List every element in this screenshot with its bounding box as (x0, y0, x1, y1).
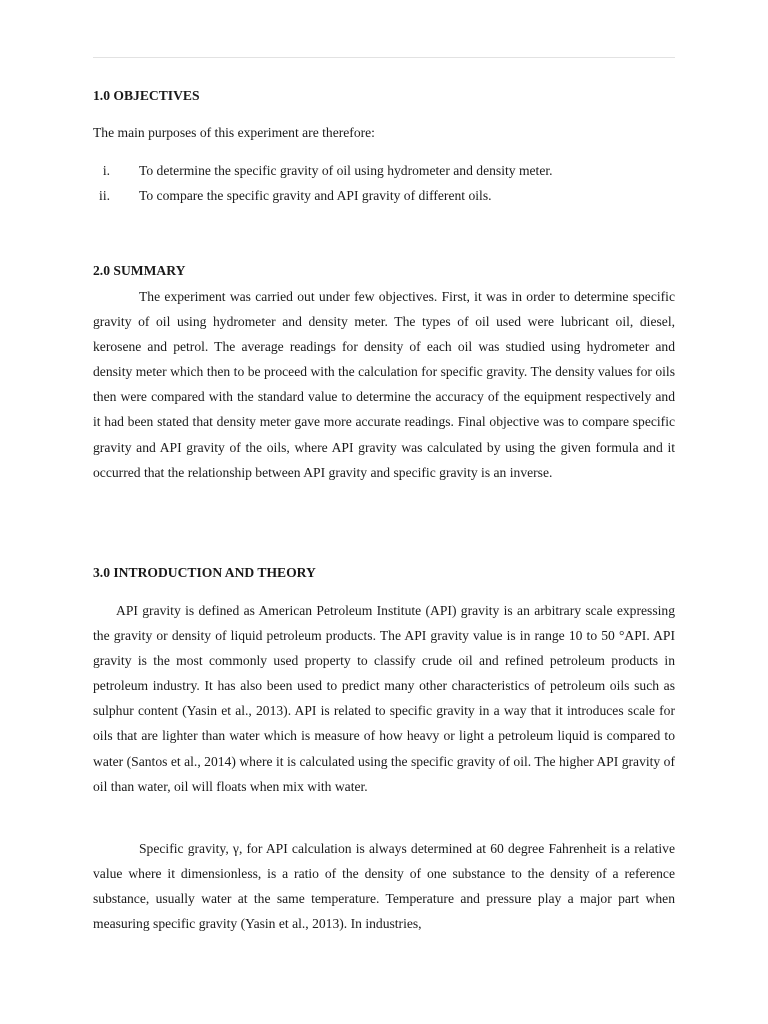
list-item-text: To compare the specific gravity and API gravity of different oils. (139, 188, 492, 203)
header-rule (93, 57, 675, 58)
introduction-heading: 3.0 INTRODUCTION AND THEORY (93, 565, 316, 580)
summary-heading: 2.0 SUMMARY (93, 263, 186, 278)
summary-paragraph: The experiment was carried out under few objectives. First, it was in order to determine specific gravity of oil using hydrometer and density meter. The types of oil used were lubricant oil, diesel, kerosene and petrol. The average readings for density of each oil was studied using hydrometer and density meter which then to be proceed with the calculation for specific gravity. The density values for oils then were compared with the standard value to determine the accuracy of the equipment respectively and it had been stated that density meter gave more accurate readings. Final objective was to compare specific gravity and API gravity of the oils, where API gravity was calculated by using the given formula and it occurred that the relationship between API gravity and specific gravity is an inverse. (93, 289, 675, 480)
introduction-paragraph-1: API gravity is defined as American Petroleum Institute (API) gravity is an arbitrary scale expressing the gravity or density of liquid petroleum products. The API gravity value is in range 10 to 50 °API. API gravity is the most commonly used property to classify crude oil and refined petroleum products in petroleum industry. It has also been used to predict many other characteristics of petroleum oils such as sulphur content (Yasin et al., 2013). API is related to specific gravity in a way that it introduces scale for oils that are lighter than water which is measure of how heavy or light a petroleum liquid is compared to water (Santos et al., 2014) where it is calculated using the specific gravity of oil. The higher API gravity of oil than water, oil will floats when mix with water. (93, 603, 675, 794)
list-item-number: ii. (99, 188, 110, 203)
list-item-text: To determine the specific gravity of oil using hydrometer and density meter. (139, 163, 553, 178)
list-item-number: i. (102, 163, 110, 178)
introduction-paragraph-2: Specific gravity, γ, for API calculation is always determined at 60 degree Fahrenheit is a relative value where it dimensionless, is a ratio of the density of one substance to the density of a reference substance, usually water at the same temperature. Temperature and pressure play a major part when measuring specific gravity (Yasin et al., 2013). In industries, (93, 841, 675, 932)
objectives-heading: 1.0 OBJECTIVES (93, 88, 200, 103)
objectives-lead: The main purposes of this experiment are therefore: (93, 125, 375, 140)
